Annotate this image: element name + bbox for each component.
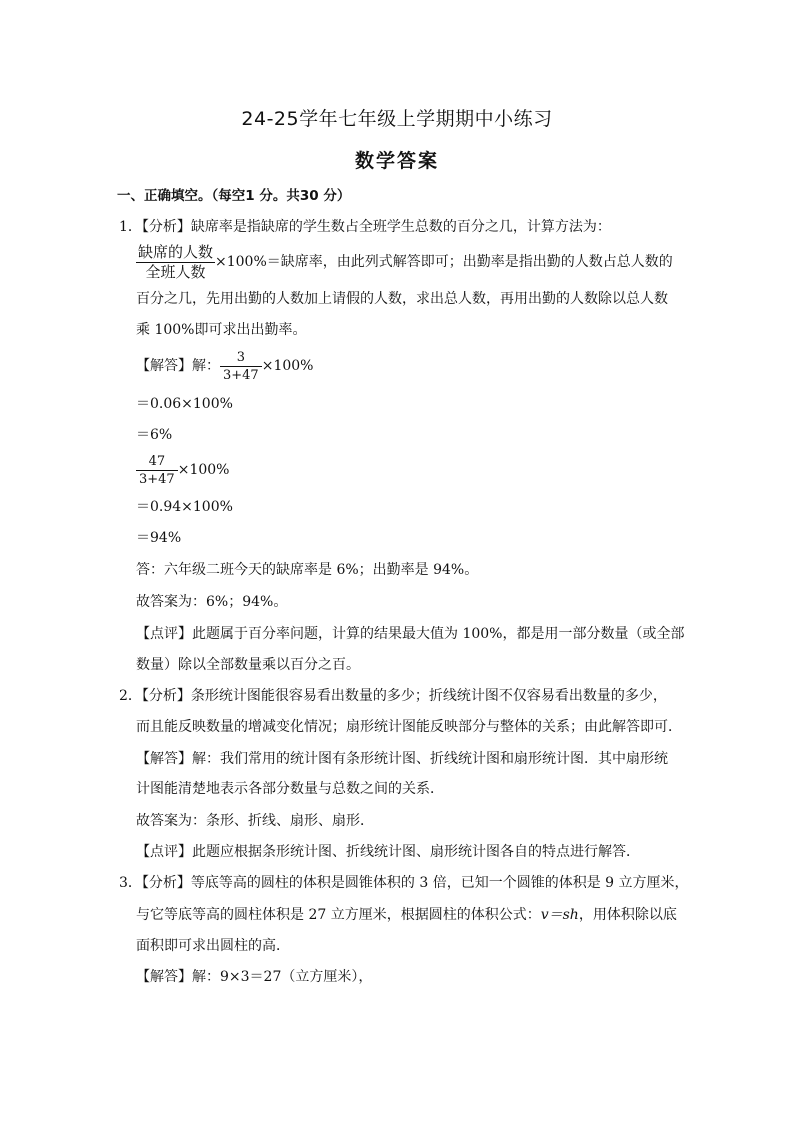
- q1-absent-fraction-numerator: 3: [220, 349, 262, 367]
- q3-volume-formula: v＝sh: [540, 907, 579, 923]
- page-title: 24-25学年七年级上学期期中小练习: [241, 108, 553, 130]
- q1-analysis-line3: 百分之几，先用出勤的人数加上请假的人数，求出总人数，再用出勤的人数除以总人数: [136, 291, 668, 307]
- q2-analysis-line1: 2．【分析】条形统计图能很容易看出数量的多少；折线统计图不仅容易看出数量的多少，: [119, 688, 667, 704]
- q3-analysis-line2: [136, 905, 677, 925]
- q1-step4: ＝94%: [136, 530, 182, 546]
- q1-step1: ＝0.06×100%: [136, 396, 233, 412]
- q2-solution-line1: 【解答】解：我们常用的统计图有条形统计图、折线统计图和扇形统计图．其中扇形统: [136, 751, 668, 767]
- q1-analysis-line4: 乘 100%即可求出出勤率。: [136, 322, 307, 338]
- q3-solution-line1: 【解答】解：9×3＝27（立方厘米），: [136, 969, 373, 985]
- q1-rate-fraction-denominator: 全班人数: [145, 262, 206, 281]
- q3-analysis-line2-start: 与它等底等高的圆柱体积是 27 立方厘米，根据圆柱的体积公式：: [136, 907, 541, 923]
- q1-attend-fraction-numerator: 47: [136, 453, 178, 471]
- q3-analysis-line3: 面积即可求出圆柱的高．: [136, 938, 290, 954]
- q1-comment-line1: 【点评】此题属于百分率问题，计算的结果最大值为 100%，都是用一部分数量（或全部: [136, 626, 685, 642]
- q1-analysis-line2-text: ×100%＝缺席率，由此列式解答即可；出勤率是指出勤的人数占总人数的: [215, 254, 673, 270]
- q3-analysis-line1: 3．【分析】等底等高的圆柱的体积是圆锥体积的 3 倍，已知一个圆锥的体积是 9 立方厘米，: [119, 875, 689, 891]
- q1-attend-multiplier: ×100%: [177, 462, 230, 478]
- section-heading: 一、正确填空。（每空1 分。共30 分）: [117, 188, 351, 204]
- q1-step3: ＝0.94×100%: [136, 499, 233, 515]
- q1-rate-fraction-numerator: 缺席的人数: [138, 242, 214, 261]
- page-subtitle: 数学答案: [354, 150, 439, 172]
- q1-final-answer: 故答案为：6%；94%。: [136, 594, 288, 610]
- q1-solution-line: [136, 347, 313, 385]
- q1-solve-label: 【解答】解：: [136, 358, 220, 374]
- q2-analysis-line2: 而且能反映数量的增减变化情况；扇形统计图能反映部分与整体的关系；由此解答即可．: [136, 719, 682, 735]
- q1-absent-fraction-denominator: 3+47: [223, 367, 259, 383]
- q1-attend-fraction: [136, 453, 178, 488]
- q1-attend-line: [136, 451, 229, 489]
- q1-rate-fraction: [136, 243, 215, 282]
- q2-final-answer: 故答案为：条形、折线、扇形、扇形．: [136, 813, 374, 829]
- q1-absent-multiplier: ×100%: [261, 358, 314, 374]
- q3-analysis-line2-end: ，用体积除以底: [578, 907, 677, 923]
- q1-comment-line2: 数量）除以全部数量乘以百分之百。: [136, 657, 360, 673]
- q1-absent-fraction: [220, 349, 262, 384]
- q1-step2: ＝6%: [136, 427, 173, 443]
- q1-answer: 答：六年级二班今天的缺席率是 6%；出勤率是 94%。: [136, 562, 479, 578]
- q2-solution-line2: 计图能清楚地表示各部分数量与总数之间的关系．: [136, 781, 444, 797]
- q1-attend-fraction-denominator: 3+47: [139, 471, 175, 487]
- q1-analysis-line1: 1．【分析】缺席率是指缺席的学生数占全班学生总数的百分之几，计算方法为：: [119, 219, 611, 235]
- q1-analysis-line2: [136, 242, 673, 282]
- q2-comment: 【点评】此题应根据条形统计图、折线统计图、扇形统计图各自的特点进行解答．: [136, 844, 640, 860]
